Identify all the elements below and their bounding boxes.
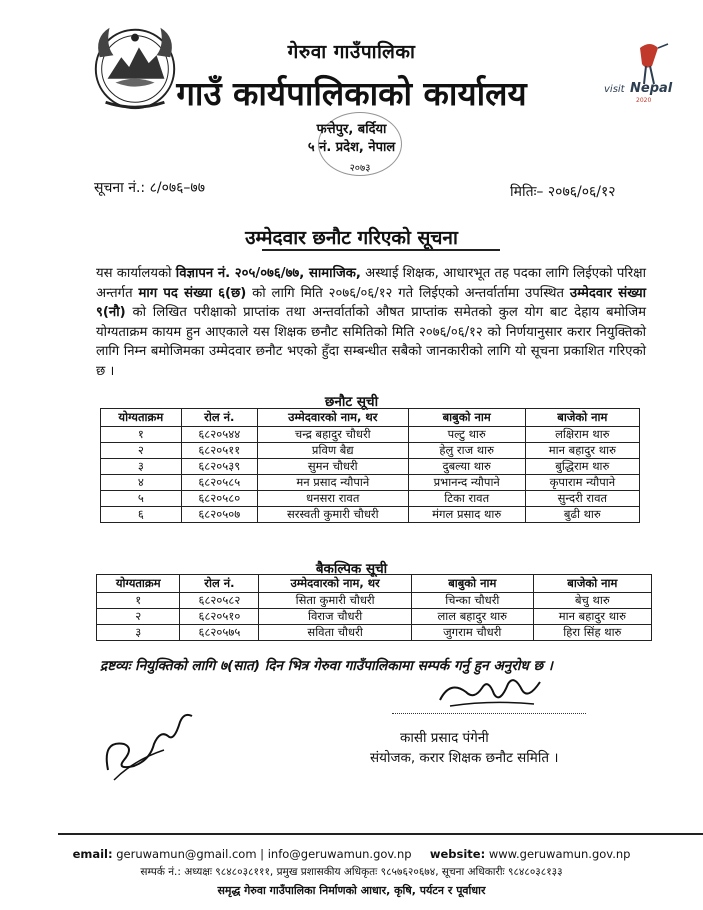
table-cell: जुगराम चौधरी [411, 625, 533, 641]
table-cell: टिका रावत [408, 491, 525, 507]
table-cell: हेलु राज थारु [408, 443, 525, 459]
note-text: द्रष्टव्यः नियुक्तिको लागि ७(सात) दिन भित्र गेरुवा गाउँपालिकामा सम्पर्क गर्नु हुन अनुरोध छ । [100, 658, 553, 674]
table-cell: धनसरा रावत [257, 491, 408, 507]
footer-contact-web [0, 847, 703, 861]
table-cell: मंगल प्रसाद थारु [408, 507, 525, 523]
table-cell: सरस्वती कुमारी चौधरी [257, 507, 408, 523]
website-value[interactable]: www.geruwamun.gov.np [488, 847, 631, 861]
notice-body [96, 264, 646, 381]
table-cell: ३ [101, 459, 182, 475]
table-row [101, 491, 640, 507]
table-row [97, 609, 652, 625]
alternate-list-caption: बैकल्पिक सूची [315, 561, 388, 577]
notice-date: मितिः– २०७६/०६/१२ [510, 184, 616, 200]
column-header: बाबुको नाम [408, 409, 525, 427]
column-header: रोल नं. [181, 409, 257, 427]
selected-list-caption: छनौट सूची [324, 394, 379, 410]
column-header: योग्यताक्रम [101, 409, 182, 427]
table-cell: मान बहादुर थारु [525, 443, 639, 459]
table-cell: मान बहादुर थारु [533, 609, 651, 625]
column-header: बाबुको नाम [411, 575, 533, 593]
table-cell: बेचु थारु [533, 593, 651, 609]
column-header: योग्यताक्रम [97, 575, 180, 593]
body-text-2: अस्थाई शिक्षक, आधारभूत तह पदका लागि लिईएको परिक्षा अन्तर्गत [96, 266, 646, 301]
table-cell: सुमन चौधरी [257, 459, 408, 475]
table-cell: दुबल्या थारु [408, 459, 525, 475]
table-cell: १ [101, 427, 182, 443]
footer-divider [58, 833, 703, 835]
body-text-4: को लिखित परीक्षाको प्राप्तांक तथा अन्तर्वार्ताको औषत प्राप्तांक समेतको कुल योग बाट देहाय बमोजिम योग्यताक्रम कायम हुन आएकाले यस शिक्षक छनौट समितिको मिति २०७६/०६/१२ को निर्णयानुसार करार नियुक्तिको लागि निम्न बमोजिमका उम्मेदवार छनौट भएको हुँदा सम्बन्धीत सबैको जानकारीको लागि यो सूचना प्रकाशित गरिएको छ । [96, 305, 646, 379]
table-row [97, 625, 652, 641]
table-row [97, 593, 652, 609]
table-cell: सुन्दरी रावत [525, 491, 639, 507]
office-name: गाउँ कार्यपालिकाको कार्यालय [176, 74, 527, 113]
table-cell: ५ [101, 491, 182, 507]
svg-text:visit: visit [604, 84, 625, 95]
table-cell: ६८२०५३९ [181, 459, 257, 475]
table-row [101, 475, 640, 491]
notice-title: उम्मेदवार छनौट गरिएको सूचना [245, 227, 458, 249]
table-cell: ६८२०५०७ [181, 507, 257, 523]
table-cell: हिरा सिंह थारु [533, 625, 651, 641]
signature-mark [430, 670, 550, 714]
table-header-row [97, 575, 652, 593]
table-row [101, 443, 640, 459]
table-cell: ४ [101, 475, 182, 491]
table-cell: विराज चौधरी [259, 609, 411, 625]
body-text-3: को लागि मिति २०७६/०६/१२ गते लिईएको अन्तर्वार्तामा उपस्थित [246, 285, 570, 301]
table-cell: लाल बहादुर थारु [411, 609, 533, 625]
handwritten-signature [94, 700, 204, 790]
table-cell: सविता चौधरी [259, 625, 411, 641]
table-cell: ६८२०५८५ [181, 475, 257, 491]
signer-name: कासी प्रसाद पंगेनी [400, 730, 489, 746]
column-header: रोल नं. [180, 575, 259, 593]
table-cell: ३ [97, 625, 180, 641]
email-value[interactable]: geruwamun@gmail.com | info@geruwamun.gov.np [116, 847, 412, 861]
table-row [101, 427, 640, 443]
table-cell: प्रभानन्द न्यौपाने [408, 475, 525, 491]
municipality-name: गेरुवा गाउँपालिका [287, 41, 416, 63]
body-text-1: यस कार्यालयको [96, 266, 176, 281]
table-row [101, 459, 640, 475]
footer-phone-numbers: सम्पर्क नं.: अध्यक्षः ९८४८०३८१११, प्रमुख प्रशासकीय अधिकृतः ९८५७६२०६७४, सूचना अधिकारीः ९८४८०३८१३३ [140, 866, 563, 878]
table-cell: मन प्रसाद न्यौपाने [257, 475, 408, 491]
svg-text:Nepal: Nepal [630, 81, 673, 96]
table-cell: लक्षिराम थारु [525, 427, 639, 443]
table-cell: २ [97, 609, 180, 625]
table-header-row [101, 409, 640, 427]
column-header: उम्मेदवारको नाम, थर [257, 409, 408, 427]
table-cell: ६८२०५४४ [181, 427, 257, 443]
column-header: बाजेको नाम [533, 575, 651, 593]
table-cell: ६ [101, 507, 182, 523]
table-cell: ६८२०५७५ [180, 625, 259, 641]
table-row [101, 507, 640, 523]
email-label: email: [72, 847, 113, 861]
table-cell: प्रविण बैद्य [257, 443, 408, 459]
seal-year: २०७३ [349, 163, 371, 174]
svg-text:2020: 2020 [636, 97, 652, 104]
signature-line [392, 713, 586, 714]
table-cell: ६८२०५८० [181, 491, 257, 507]
table-cell: बुढी थारु [525, 507, 639, 523]
table-cell: चन्द्र बहादुर चौधरी [257, 427, 408, 443]
table-cell: पल्टु थारु [408, 427, 525, 443]
table-cell: २ [101, 443, 182, 459]
title-underline [262, 249, 500, 251]
table-cell: कृपाराम न्यौपाने [525, 475, 639, 491]
table-cell: सिता कुमारी चौधरी [259, 593, 411, 609]
website-label: website: [429, 847, 486, 861]
table-cell: चिन्का चौधरी [411, 593, 533, 609]
column-header: बाजेको नाम [525, 409, 639, 427]
notice-number: सूचना नं.: ८/०७६–७७ [94, 180, 205, 196]
column-header: उम्मेदवारको नाम, थर [259, 575, 411, 593]
address-line-1: फत्तेपुर, बर्दिया [316, 122, 387, 137]
signer-title: संयोजक, करार शिक्षक छनौट समिति । [370, 750, 559, 766]
body-post-count: माग पद संख्या ६(छ) [138, 285, 247, 301]
table-cell: ६८२०५८२ [180, 593, 259, 609]
table-cell: ६८२०५११ [181, 443, 257, 459]
body-advertisement-number: विज्ञापन नं. २०५/०७६/७७, सामाजिक, [175, 266, 361, 281]
table-cell: बुद्धिराम थारु [525, 459, 639, 475]
table-cell: १ [97, 593, 180, 609]
body-candidate-count: उम्मेदवार संख्या ९(नौ) [96, 285, 647, 320]
table-cell: ६८२०५१० [180, 609, 259, 625]
alternate-candidates-table [96, 574, 652, 641]
footer-slogan: समृद्ध गेरुवा गाउँपालिका निर्माणको आधार, कृषि, पर्यटन र पूर्वाधार [217, 884, 486, 897]
address-line-2: ५ नं. प्रदेश, नेपाल [307, 140, 396, 155]
selected-candidates-table [100, 408, 640, 523]
